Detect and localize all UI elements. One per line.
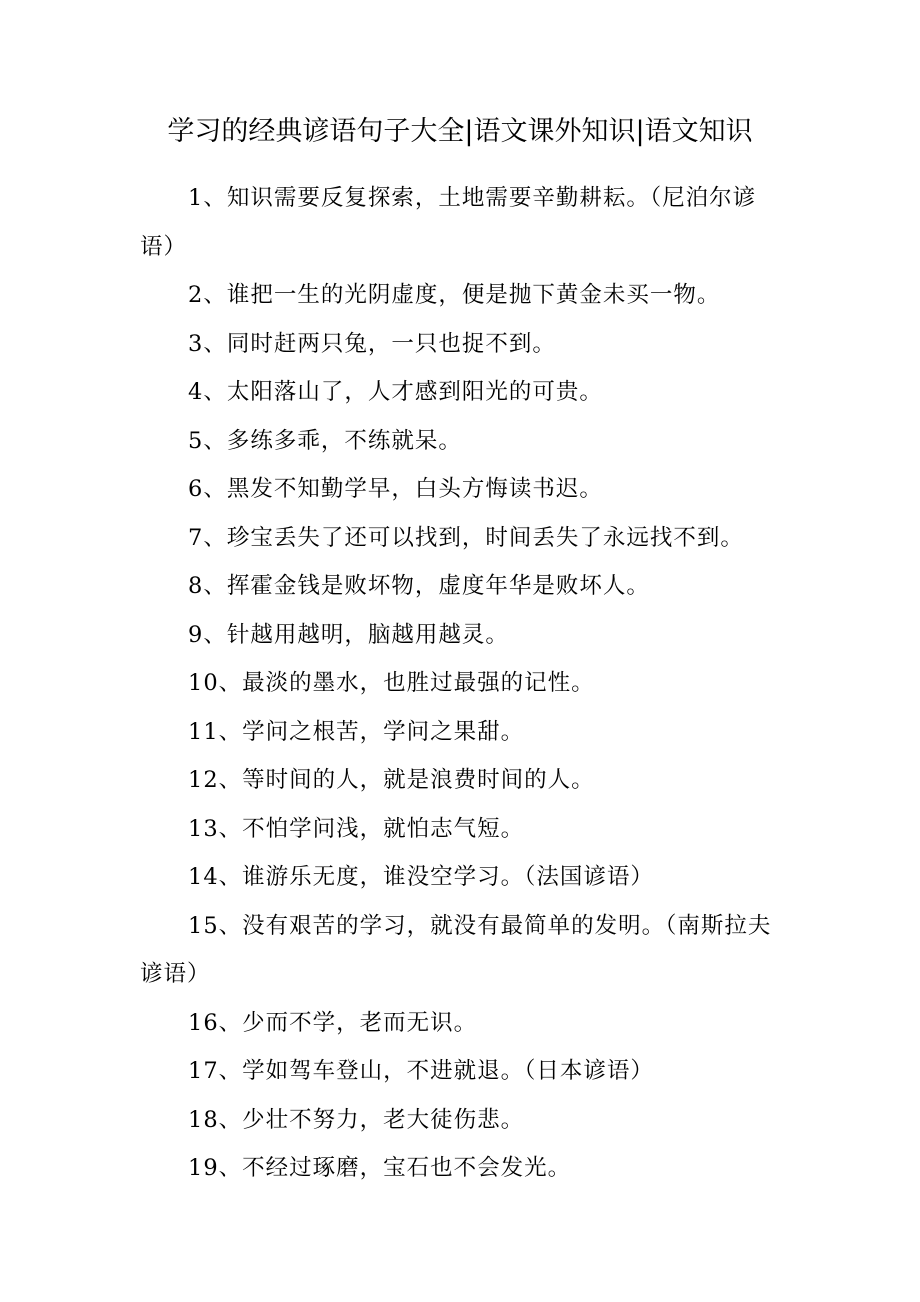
- proverb-item-10: 10、最淡的墨水，也胜过最强的记性。: [188, 670, 595, 696]
- proverb-list: [140, 174, 790, 1193]
- proverb-item-2: 2、谁把一生的光阴虚度，便是抛下黄金未买一物。: [188, 282, 721, 308]
- proverb-item-5: 5、多练多乖，不练就呆。: [188, 427, 462, 454]
- proverb-item-9: 9、针越用越明，脑越用越灵。: [188, 621, 509, 648]
- proverb-item-16: 16、少而不学，老而无识。: [188, 1009, 478, 1036]
- proverb-item-8: 8、挥霍金钱是败坏物，虚度年华是败坏人。: [188, 573, 650, 599]
- proverb-item-6: 6、黑发不知勤学早，白头方悔读书迟。: [188, 476, 603, 502]
- proverb-item-17: 17、学如驾车登山，不进就退。（日本谚语）: [188, 1058, 654, 1084]
- proverb-item-18: 18、少壮不努力，老大徒伤悲。: [188, 1106, 525, 1133]
- proverb-item-12: 12、等时间的人，就是浪费时间的人。: [188, 767, 595, 793]
- proverb-item-13: 13、不怕学问浅，就怕志气短。: [188, 815, 525, 842]
- proverb-item-7: 7、珍宝丢失了还可以找到，时间丢失了永远找不到。: [188, 524, 744, 551]
- proverb-item-3: 3、同时赶两只兔，一只也捉不到。: [188, 330, 556, 357]
- proverb-item-4: 4、太阳落山了，人才感到阳光的可贵。: [188, 379, 603, 405]
- proverb-item-15: 15、没有艰苦的学习，就没有最简单的发明。（南斯拉夫谚语）: [140, 912, 772, 987]
- proverb-item-11: 11、学问之根苦，学问之果甜。: [188, 718, 525, 745]
- proverb-item-19: 19、不经过琢磨，宝石也不会发光。: [188, 1155, 572, 1181]
- proverb-item-1: 1、知识需要反复探索，土地需要辛勤耕耘。（尼泊尔谚语）: [140, 185, 757, 260]
- proverb-item-14: 14、谁游乐无度，谁没空学习。（法国谚语）: [188, 864, 654, 890]
- document-title: 学习的经典谚语句子大全|语文课外知识|语文知识: [167, 116, 753, 147]
